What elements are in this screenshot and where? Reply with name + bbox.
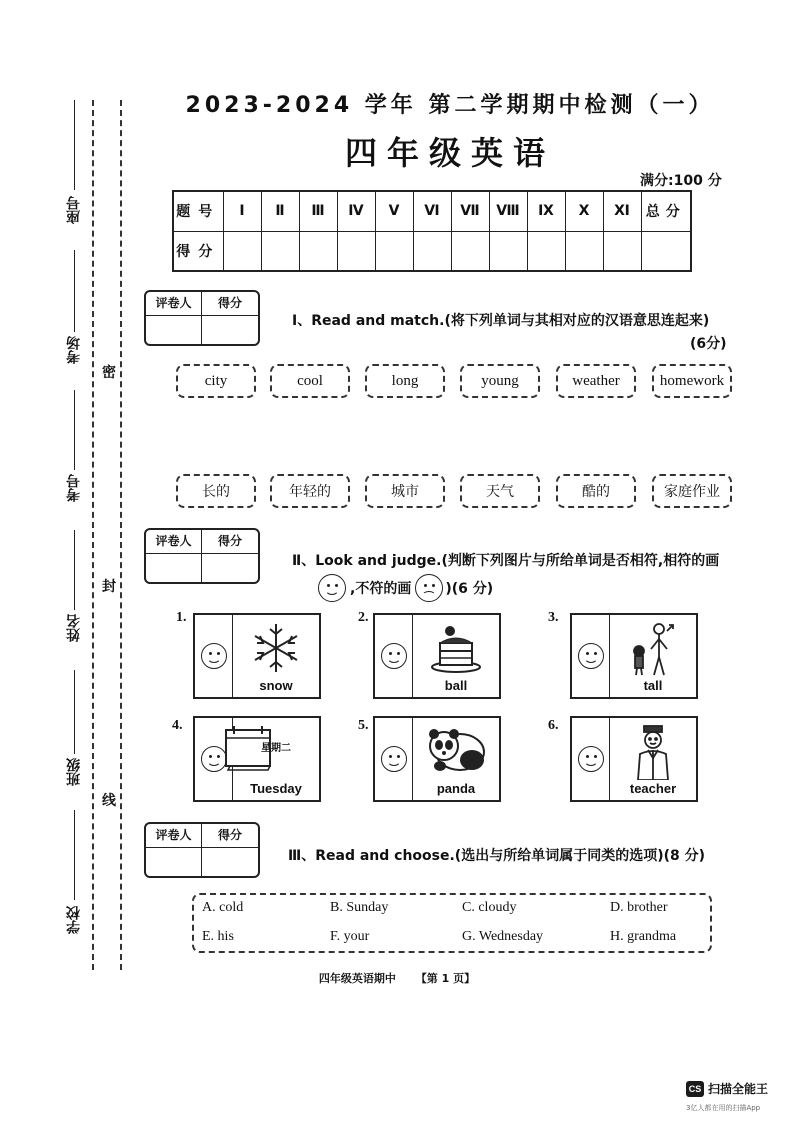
answer-face-icon[interactable] — [578, 643, 604, 669]
match-word-long[interactable]: long — [365, 364, 445, 398]
score-column-2: Ⅱ — [261, 191, 299, 231]
seat-number-label: 座号 — [66, 196, 82, 224]
match-meaning-young[interactable]: 年轻的 — [270, 474, 350, 508]
school-field[interactable] — [60, 810, 88, 940]
score-column-6: Ⅵ — [413, 191, 451, 231]
section1-points: (6分) — [690, 336, 727, 352]
choice-g[interactable]: G. Wednesday — [462, 929, 544, 944]
answer-face-icon[interactable] — [578, 746, 604, 772]
score-cell[interactable] — [375, 231, 413, 271]
exam-room-field[interactable] — [60, 250, 88, 380]
people-icon — [623, 621, 683, 679]
score-column-10: Ⅹ — [565, 191, 603, 231]
teacher-icon — [628, 724, 678, 780]
full-score: 满分:100 分 — [640, 173, 722, 189]
footer-page-number: 【第 1 页】 — [415, 972, 476, 985]
grader-score-label: 得分 — [202, 530, 258, 554]
grader-cell[interactable] — [146, 316, 202, 344]
section2-instruction-line — [318, 574, 493, 602]
page-footer — [0, 970, 794, 986]
total-score-label: 总分 — [641, 191, 691, 231]
score-cell[interactable] — [337, 231, 375, 271]
score-table-score-row — [173, 231, 691, 271]
choice-e[interactable]: E. his — [202, 929, 234, 944]
school-label: 学校 — [66, 906, 82, 934]
judge-card-5[interactable] — [373, 716, 501, 802]
answer-face-icon[interactable] — [381, 746, 407, 772]
scanner-logo: CS — [686, 1081, 704, 1097]
score-label: 得分 — [173, 231, 223, 271]
answer-face-icon[interactable] — [381, 643, 407, 669]
section2-points: )(6 分) — [445, 581, 494, 597]
choice-h[interactable]: H. grandma — [610, 929, 677, 944]
choice-d[interactable]: D. brother — [610, 900, 668, 915]
panda-icon — [426, 724, 486, 776]
section2-title-not-match: ,不符的画 — [350, 581, 412, 597]
score-cell[interactable] — [413, 231, 451, 271]
score-column-4: Ⅳ — [337, 191, 375, 231]
judge-card-4[interactable] — [193, 716, 321, 802]
grader-score-cell[interactable] — [202, 848, 258, 876]
binding-dashed-line-inner — [120, 100, 122, 970]
class-label: 班级 — [66, 758, 82, 786]
grader-box-1 — [144, 290, 260, 346]
name-label: 姓名 — [66, 614, 82, 642]
scanner-name: 扫描全能王 — [708, 1082, 769, 1096]
judge-word: Tuesday — [250, 781, 302, 796]
grader-box-2 — [144, 528, 260, 584]
exam-title: 2023-2024 学年 第二学期期中检测（一） — [185, 93, 715, 118]
judge-word: ball — [444, 678, 468, 693]
choice-c[interactable]: C. cloudy — [462, 900, 517, 915]
subject-title: 四年级英语 — [344, 134, 555, 172]
score-cell[interactable] — [451, 231, 489, 271]
score-cell[interactable] — [223, 231, 261, 271]
grader-score-cell[interactable] — [202, 316, 258, 344]
match-meaning-city[interactable]: 城市 — [365, 474, 445, 508]
score-cell[interactable] — [261, 231, 299, 271]
seal-char-mi: 密 — [102, 365, 116, 381]
score-column-1: Ⅰ — [223, 191, 261, 231]
score-table — [172, 190, 692, 272]
exam-number-label: 考号 — [66, 474, 82, 502]
match-meaning-cool[interactable]: 酷的 — [556, 474, 636, 508]
exam-number-field[interactable] — [60, 390, 88, 520]
judge-card-6[interactable] — [570, 716, 698, 802]
grader-label: 评卷人 — [146, 530, 202, 554]
match-word-city[interactable]: city — [176, 364, 256, 398]
choice-f[interactable]: F. your — [330, 929, 370, 944]
grader-cell[interactable] — [146, 554, 202, 582]
grader-label: 评卷人 — [146, 292, 202, 316]
judge-word: teacher — [629, 781, 677, 796]
calendar-icon — [248, 724, 304, 772]
question-number: 1. — [176, 610, 187, 625]
smile-face-icon — [318, 574, 346, 602]
section1-title: Ⅰ、Read and match.(将下列单词与其相对应的汉语意思连起来) — [292, 313, 710, 329]
score-cell[interactable] — [527, 231, 565, 271]
question-number: 3. — [548, 610, 559, 625]
score-column-9: Ⅸ — [527, 191, 565, 231]
class-field[interactable] — [60, 670, 88, 800]
grader-cell[interactable] — [146, 848, 202, 876]
grader-box-3 — [144, 822, 260, 878]
judge-card-3[interactable] — [570, 613, 698, 699]
sad-face-icon — [415, 574, 443, 602]
grader-label: 评卷人 — [146, 824, 202, 848]
section2-title: Ⅱ、Look and judge.(判断下列图片与所给单词是否相符,相符的画 — [292, 553, 720, 569]
match-word-homework[interactable]: homework — [652, 364, 732, 398]
binding-dashed-line — [92, 100, 94, 970]
grader-score-label: 得分 — [202, 824, 258, 848]
answer-face-icon[interactable] — [201, 643, 227, 669]
seal-char-xian: 线 — [102, 793, 116, 809]
question-number: 6. — [548, 718, 559, 733]
calendar-text: 星期二 — [261, 743, 291, 754]
match-word-cool[interactable]: cool — [270, 364, 350, 398]
question-number: 4. — [172, 718, 183, 733]
judge-card-2[interactable] — [373, 613, 501, 699]
score-cell[interactable] — [299, 231, 337, 271]
choice-a[interactable]: A. cold — [202, 900, 244, 915]
scanner-tagline: 3亿人都在用的扫描App — [686, 1104, 761, 1112]
seal-char-feng: 封 — [102, 579, 116, 595]
grader-score-label: 得分 — [202, 292, 258, 316]
question-number: 2. — [358, 610, 369, 625]
choice-b[interactable]: B. Sunday — [330, 900, 389, 915]
judge-word: tall — [643, 678, 663, 693]
exam-room-label: 考场 — [66, 336, 82, 364]
total-score-cell[interactable] — [641, 231, 691, 271]
section3-title: Ⅲ、Read and choose.(选出与所给单词属于同类的选项)(8 分) — [288, 848, 706, 864]
score-cell[interactable] — [489, 231, 527, 271]
name-field[interactable] — [60, 530, 88, 660]
cake-icon — [428, 621, 484, 675]
score-cell[interactable] — [565, 231, 603, 271]
choices-box — [192, 893, 712, 953]
score-column-8: Ⅷ — [489, 191, 527, 231]
score-column-7: Ⅶ — [451, 191, 489, 231]
score-column-11: Ⅺ — [603, 191, 641, 231]
question-number-label: 题号 — [173, 191, 223, 231]
match-word-weather[interactable]: weather — [556, 364, 636, 398]
match-meaning-homework[interactable]: 家庭作业 — [652, 474, 732, 508]
judge-word: snow — [259, 678, 293, 693]
question-number: 5. — [358, 718, 369, 733]
grader-score-cell[interactable] — [202, 554, 258, 582]
footer-subject: 四年级英语期中 — [318, 972, 396, 985]
seat-number-field[interactable] — [60, 100, 88, 240]
match-word-young[interactable]: young — [460, 364, 540, 398]
score-table-header-row — [173, 191, 691, 231]
scanner-watermark — [686, 1080, 768, 1097]
judge-card-1[interactable] — [193, 613, 321, 699]
match-meaning-weather[interactable]: 天气 — [460, 474, 540, 508]
score-column-5: Ⅴ — [375, 191, 413, 231]
judge-word: panda — [436, 781, 476, 796]
match-meaning-long[interactable]: 长的 — [176, 474, 256, 508]
score-cell[interactable] — [603, 231, 641, 271]
snowflake-icon — [249, 621, 303, 675]
score-column-3: Ⅲ — [299, 191, 337, 231]
